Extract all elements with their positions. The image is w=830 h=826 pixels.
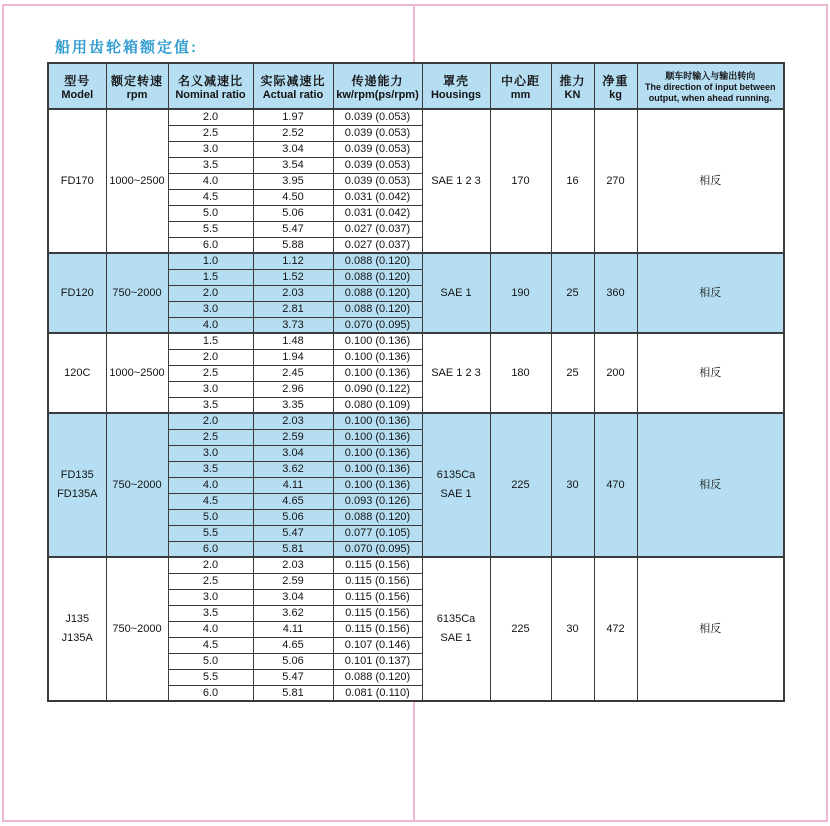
capacity-cell: 0.088 (0.120): [333, 269, 422, 285]
capacity-cell: 0.077 (0.105): [333, 525, 422, 541]
nominal-ratio-cell: 4.5: [168, 637, 253, 653]
actual-ratio-cell: 4.11: [253, 621, 333, 637]
actual-ratio-cell: 1.12: [253, 253, 333, 269]
actual-ratio-cell: 2.52: [253, 125, 333, 141]
net-weight-cell: 270: [594, 109, 637, 253]
capacity-cell: 0.039 (0.053): [333, 141, 422, 157]
actual-ratio-cell: 3.62: [253, 461, 333, 477]
center-distance-cell: 225: [490, 413, 551, 557]
capacity-cell: 0.100 (0.136): [333, 461, 422, 477]
col-header-actual-ratio: 实际减速比 Actual ratio: [253, 63, 333, 109]
rated-speed-cell: 1000~2500: [106, 333, 168, 413]
rated-speed-cell: 750~2000: [106, 557, 168, 701]
nominal-ratio-cell: 4.0: [168, 173, 253, 189]
model-cell: FD120: [48, 253, 106, 333]
nominal-ratio-cell: 2.0: [168, 349, 253, 365]
capacity-cell: 0.115 (0.156): [333, 557, 422, 573]
capacity-cell: 0.100 (0.136): [333, 365, 422, 381]
capacity-cell: 0.100 (0.136): [333, 429, 422, 445]
table-header: [48, 63, 784, 109]
capacity-cell: 0.027 (0.037): [333, 221, 422, 237]
actual-ratio-cell: 5.06: [253, 509, 333, 525]
housing-cell: SAE 1 2 3: [422, 333, 490, 413]
nominal-ratio-cell: 1.0: [168, 253, 253, 269]
direction-cell: 相反: [637, 333, 784, 413]
col-header-weight: 净重 kg: [594, 63, 637, 109]
nominal-ratio-cell: 3.5: [168, 605, 253, 621]
actual-ratio-cell: 1.52: [253, 269, 333, 285]
net-weight-cell: 200: [594, 333, 637, 413]
col-header-rpm: 额定转速 rpm: [106, 63, 168, 109]
direction-cell: 相反: [637, 253, 784, 333]
model-section-FD170: [48, 109, 784, 253]
capacity-cell: 0.039 (0.053): [333, 157, 422, 173]
actual-ratio-cell: 1.97: [253, 109, 333, 125]
nominal-ratio-cell: 4.0: [168, 477, 253, 493]
actual-ratio-cell: 4.50: [253, 189, 333, 205]
model-cell: 120C: [48, 333, 106, 413]
net-weight-cell: 470: [594, 413, 637, 557]
housing-cell: SAE 1 2 3: [422, 109, 490, 253]
capacity-cell: 0.090 (0.122): [333, 381, 422, 397]
nominal-ratio-cell: 1.5: [168, 333, 253, 349]
actual-ratio-cell: 5.47: [253, 669, 333, 685]
actual-ratio-cell: 2.59: [253, 573, 333, 589]
rated-speed-cell: 1000~2500: [106, 109, 168, 253]
nominal-ratio-cell: 6.0: [168, 541, 253, 557]
actual-ratio-cell: 1.94: [253, 349, 333, 365]
nominal-ratio-cell: 5.0: [168, 205, 253, 221]
capacity-cell: 0.100 (0.136): [333, 445, 422, 461]
actual-ratio-cell: 3.04: [253, 589, 333, 605]
capacity-cell: 0.031 (0.042): [333, 205, 422, 221]
page-title: 船用齿轮箱额定值:: [55, 39, 198, 56]
capacity-cell: 0.088 (0.120): [333, 669, 422, 685]
nominal-ratio-cell: 5.0: [168, 509, 253, 525]
rated-speed-cell: 750~2000: [106, 253, 168, 333]
capacity-cell: 0.088 (0.120): [333, 285, 422, 301]
actual-ratio-cell: 3.04: [253, 445, 333, 461]
capacity-cell: 0.107 (0.146): [333, 637, 422, 653]
actual-ratio-cell: 5.47: [253, 525, 333, 541]
housing-cell: SAE 1: [422, 253, 490, 333]
actual-ratio-cell: 3.54: [253, 157, 333, 173]
nominal-ratio-cell: 4.0: [168, 317, 253, 333]
nominal-ratio-cell: 2.0: [168, 413, 253, 429]
capacity-cell: 0.093 (0.126): [333, 493, 422, 509]
nominal-ratio-cell: 2.5: [168, 125, 253, 141]
capacity-cell: 0.088 (0.120): [333, 301, 422, 317]
rated-speed-cell: 750~2000: [106, 413, 168, 557]
col-header-direction: 顺车时输入与输出转向 The direction of input between output, when ahead running.: [637, 63, 784, 109]
model-section-J135-J135A: [48, 557, 784, 701]
capacity-cell: 0.115 (0.156): [333, 621, 422, 637]
nominal-ratio-cell: 2.0: [168, 557, 253, 573]
capacity-cell: 0.101 (0.137): [333, 653, 422, 669]
ratio-row: [48, 253, 784, 269]
capacity-cell: 0.039 (0.053): [333, 173, 422, 189]
nominal-ratio-cell: 5.5: [168, 221, 253, 237]
model-cell: J135 J135A: [48, 557, 106, 701]
actual-ratio-cell: 1.48: [253, 333, 333, 349]
direction-cell: 相反: [637, 413, 784, 557]
nominal-ratio-cell: 3.5: [168, 397, 253, 413]
actual-ratio-cell: 2.03: [253, 285, 333, 301]
model-section-FD120: [48, 253, 784, 333]
nominal-ratio-cell: 2.0: [168, 285, 253, 301]
direction-cell: 相反: [637, 109, 784, 253]
model-section-FD135-FD135A: [48, 413, 784, 557]
capacity-cell: 0.031 (0.042): [333, 189, 422, 205]
actual-ratio-cell: 4.65: [253, 637, 333, 653]
capacity-cell: 0.027 (0.037): [333, 237, 422, 253]
nominal-ratio-cell: 3.5: [168, 157, 253, 173]
actual-ratio-cell: 5.81: [253, 685, 333, 701]
nominal-ratio-cell: 3.0: [168, 141, 253, 157]
actual-ratio-cell: 2.81: [253, 301, 333, 317]
actual-ratio-cell: 4.65: [253, 493, 333, 509]
actual-ratio-cell: 2.03: [253, 557, 333, 573]
nominal-ratio-cell: 6.0: [168, 237, 253, 253]
thrust-cell: 25: [551, 333, 594, 413]
capacity-cell: 0.070 (0.095): [333, 541, 422, 557]
center-distance-cell: 170: [490, 109, 551, 253]
capacity-cell: 0.080 (0.109): [333, 397, 422, 413]
center-distance-cell: 190: [490, 253, 551, 333]
nominal-ratio-cell: 4.5: [168, 189, 253, 205]
capacity-cell: 0.100 (0.136): [333, 333, 422, 349]
col-header-center-distance: 中心距 mm: [490, 63, 551, 109]
net-weight-cell: 472: [594, 557, 637, 701]
actual-ratio-cell: 5.88: [253, 237, 333, 253]
thrust-cell: 16: [551, 109, 594, 253]
nominal-ratio-cell: 2.5: [168, 573, 253, 589]
actual-ratio-cell: 2.96: [253, 381, 333, 397]
page-frame-left-line: [2, 4, 4, 822]
actual-ratio-cell: 5.81: [253, 541, 333, 557]
nominal-ratio-cell: 3.0: [168, 589, 253, 605]
col-header-capacity: 传递能力 kw/rpm(ps/rpm): [333, 63, 422, 109]
model-cell: FD170: [48, 109, 106, 253]
capacity-cell: 0.088 (0.120): [333, 253, 422, 269]
col-header-thrust: 推力 KN: [551, 63, 594, 109]
nominal-ratio-cell: 6.0: [168, 685, 253, 701]
ratio-row: [48, 557, 784, 573]
direction-cell: 相反: [637, 557, 784, 701]
capacity-cell: 0.039 (0.053): [333, 125, 422, 141]
ratio-row: [48, 109, 784, 125]
thrust-cell: 30: [551, 557, 594, 701]
col-header-nominal-ratio: 名义减速比 Nominal ratio: [168, 63, 253, 109]
actual-ratio-cell: 5.06: [253, 653, 333, 669]
capacity-cell: 0.115 (0.156): [333, 573, 422, 589]
nominal-ratio-cell: 4.5: [168, 493, 253, 509]
thrust-cell: 30: [551, 413, 594, 557]
page-frame-top-line: [2, 4, 828, 6]
col-header-model: 型号 Model: [48, 63, 106, 109]
actual-ratio-cell: 2.59: [253, 429, 333, 445]
housing-cell: 6135Ca SAE 1: [422, 557, 490, 701]
nominal-ratio-cell: 2.0: [168, 109, 253, 125]
model-cell: FD135 FD135A: [48, 413, 106, 557]
nominal-ratio-cell: 5.5: [168, 525, 253, 541]
nominal-ratio-cell: 5.5: [168, 669, 253, 685]
actual-ratio-cell: 2.45: [253, 365, 333, 381]
actual-ratio-cell: 3.04: [253, 141, 333, 157]
nominal-ratio-cell: 3.5: [168, 461, 253, 477]
capacity-cell: 0.081 (0.110): [333, 685, 422, 701]
actual-ratio-cell: 3.73: [253, 317, 333, 333]
capacity-cell: 0.039 (0.053): [333, 109, 422, 125]
actual-ratio-cell: 3.62: [253, 605, 333, 621]
actual-ratio-cell: 3.95: [253, 173, 333, 189]
capacity-cell: 0.100 (0.136): [333, 413, 422, 429]
capacity-cell: 0.070 (0.095): [333, 317, 422, 333]
nominal-ratio-cell: 3.0: [168, 301, 253, 317]
col-header-housing: 罩壳 Housings: [422, 63, 490, 109]
header-row: [48, 63, 784, 109]
housing-cell: 6135Ca SAE 1: [422, 413, 490, 557]
nominal-ratio-cell: 3.0: [168, 445, 253, 461]
center-distance-cell: 225: [490, 557, 551, 701]
page-frame-right-line: [826, 4, 828, 822]
capacity-cell: 0.088 (0.120): [333, 509, 422, 525]
gearbox-spec-table: [47, 62, 785, 702]
capacity-cell: 0.115 (0.156): [333, 589, 422, 605]
nominal-ratio-cell: 5.0: [168, 653, 253, 669]
center-distance-cell: 180: [490, 333, 551, 413]
ratio-row: [48, 413, 784, 429]
capacity-cell: 0.115 (0.156): [333, 605, 422, 621]
model-section-120C: [48, 333, 784, 413]
nominal-ratio-cell: 3.0: [168, 381, 253, 397]
actual-ratio-cell: 5.06: [253, 205, 333, 221]
page-frame-bottom-line: [2, 820, 828, 822]
actual-ratio-cell: 5.47: [253, 221, 333, 237]
nominal-ratio-cell: 2.5: [168, 365, 253, 381]
capacity-cell: 0.100 (0.136): [333, 477, 422, 493]
thrust-cell: 25: [551, 253, 594, 333]
net-weight-cell: 360: [594, 253, 637, 333]
ratio-row: [48, 333, 784, 349]
nominal-ratio-cell: 2.5: [168, 429, 253, 445]
actual-ratio-cell: 3.35: [253, 397, 333, 413]
actual-ratio-cell: 4.11: [253, 477, 333, 493]
actual-ratio-cell: 2.03: [253, 413, 333, 429]
nominal-ratio-cell: 1.5: [168, 269, 253, 285]
nominal-ratio-cell: 4.0: [168, 621, 253, 637]
capacity-cell: 0.100 (0.136): [333, 349, 422, 365]
